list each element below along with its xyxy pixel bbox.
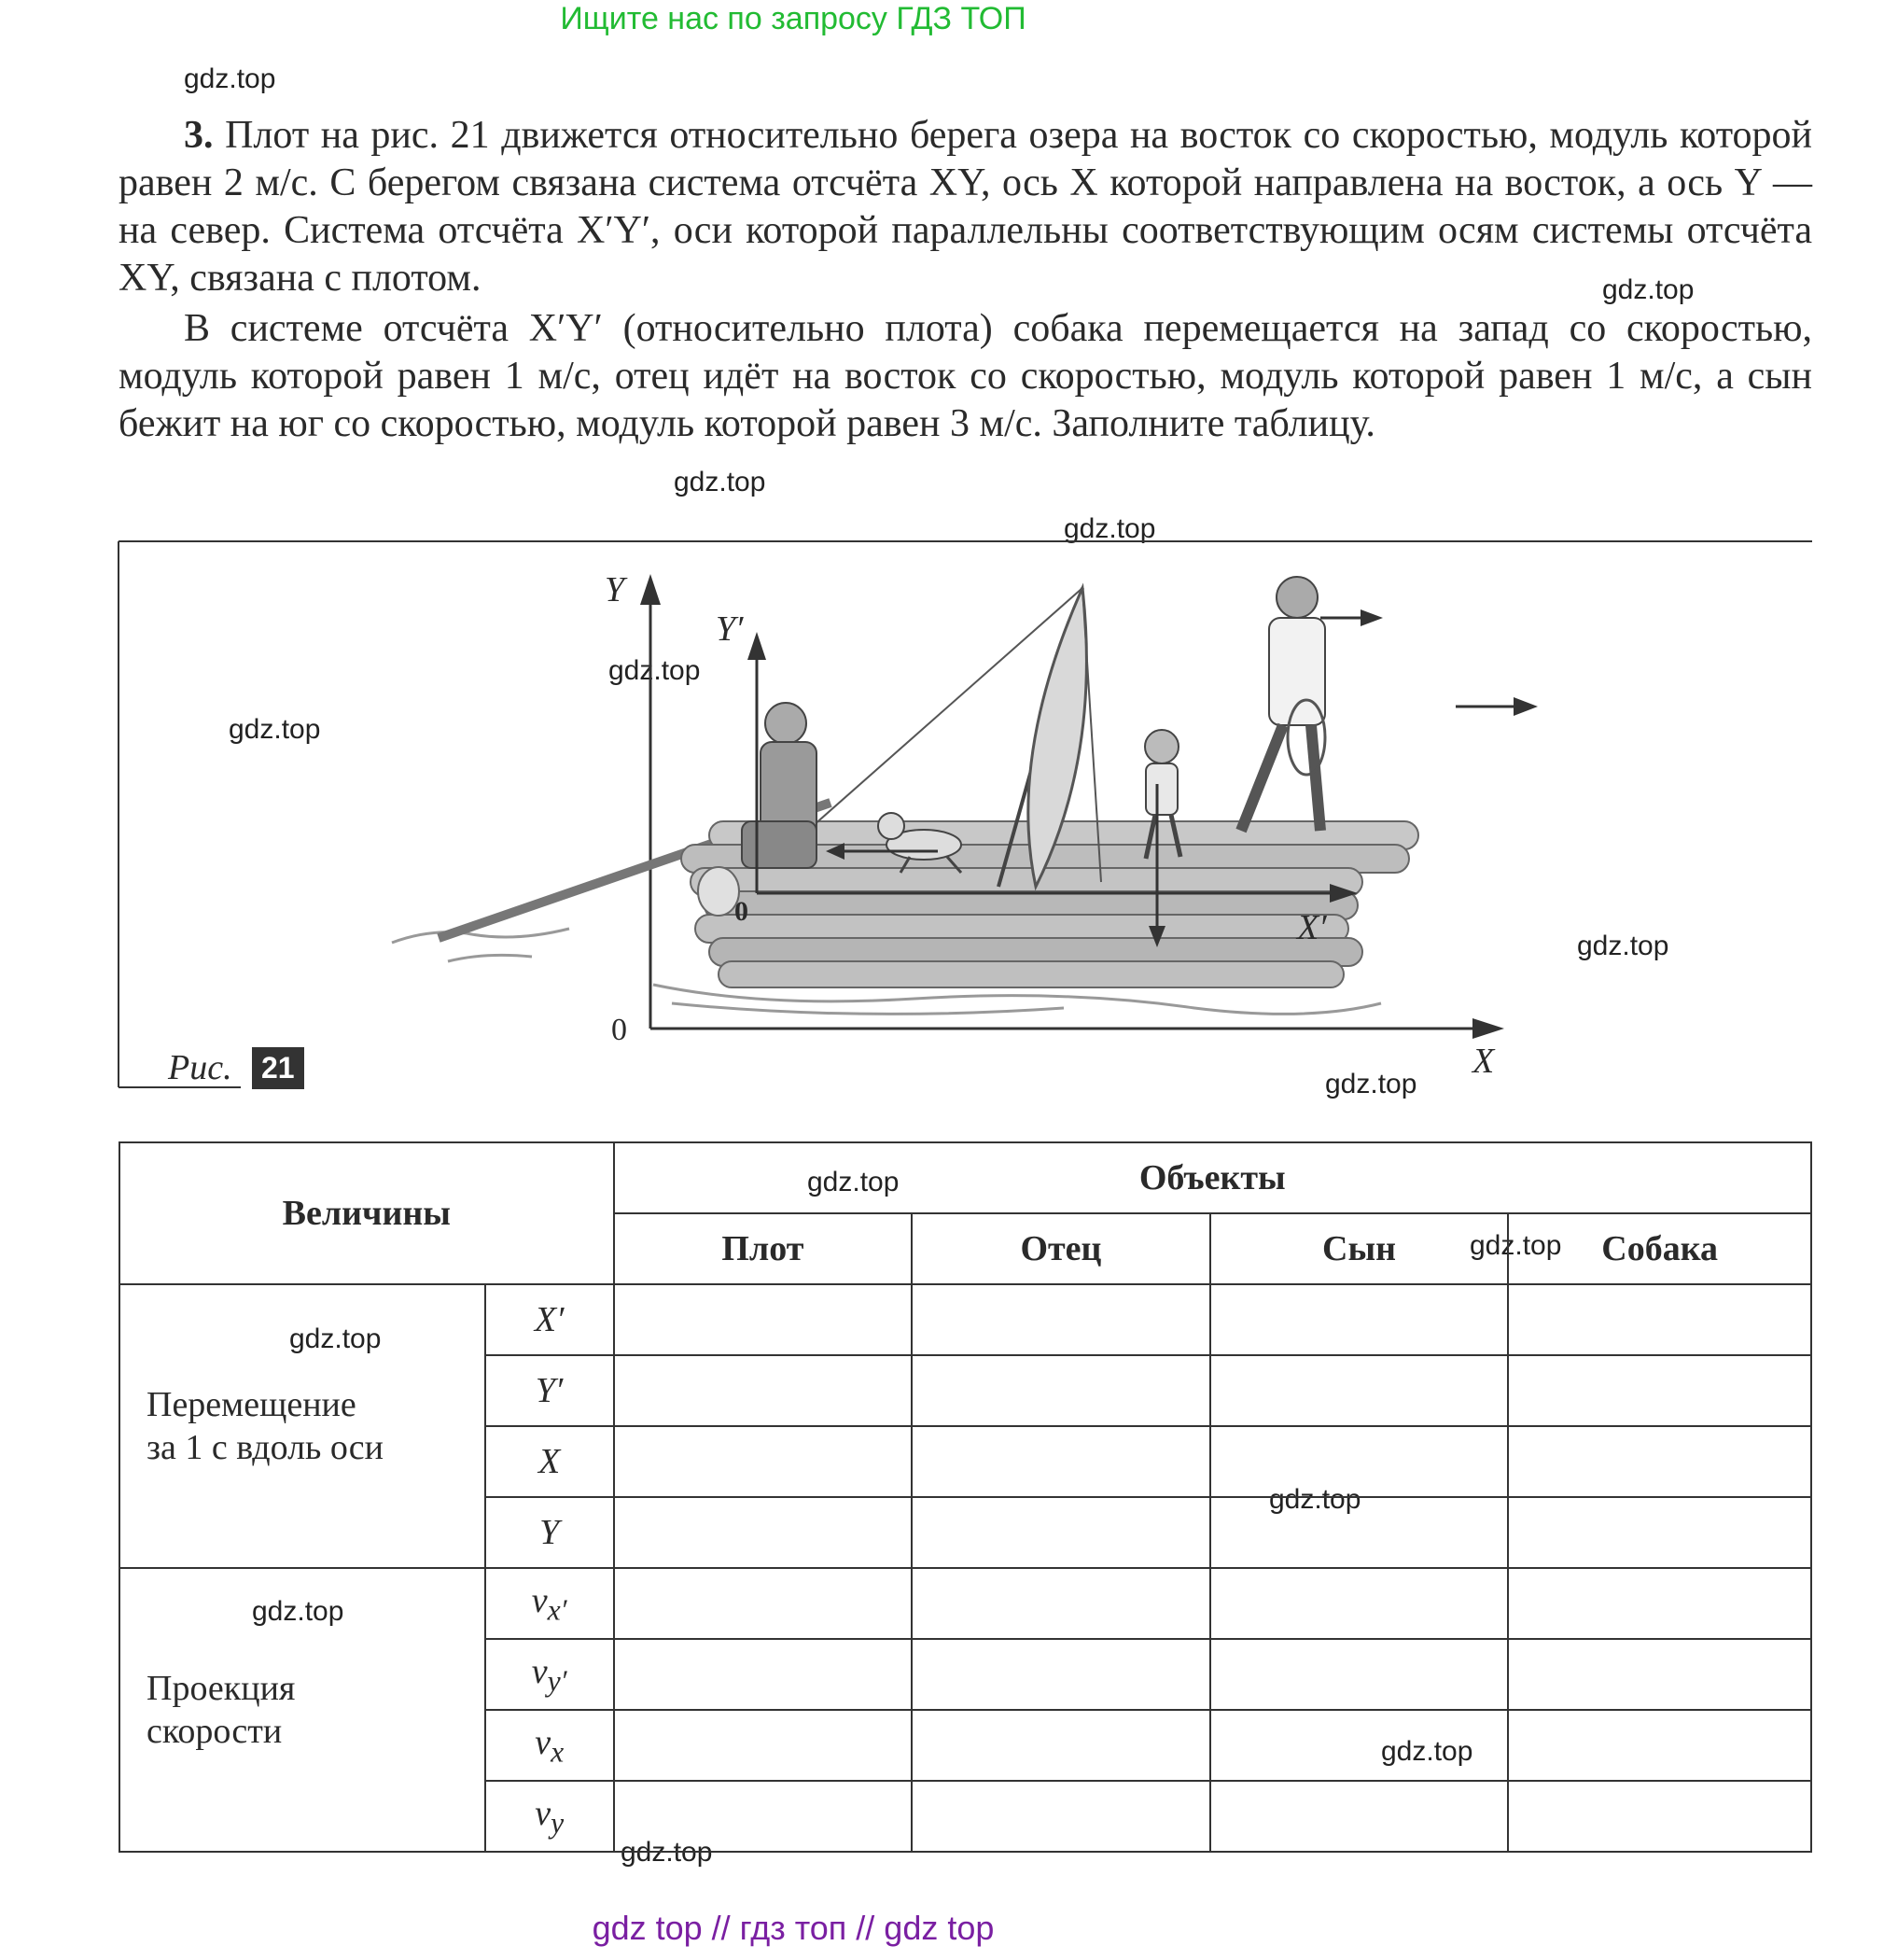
- axis-cell: X: [485, 1426, 614, 1497]
- answer-cell[interactable]: [912, 1497, 1210, 1568]
- axis-x-label: X: [1472, 1042, 1495, 1081]
- answer-cell[interactable]: [1210, 1568, 1509, 1639]
- answer-cell[interactable]: [1508, 1355, 1811, 1426]
- header-object-son: Сын: [1210, 1213, 1509, 1284]
- watermark: gdz.top: [674, 467, 766, 497]
- watermark: gdz.top: [1470, 1230, 1562, 1261]
- header-object-raft: Плот: [614, 1213, 913, 1284]
- answer-cell[interactable]: [614, 1284, 913, 1355]
- answer-cell[interactable]: [1508, 1781, 1811, 1852]
- header-object-dog: Собака: [1508, 1213, 1811, 1284]
- group-displacement-line1: Перемещение: [147, 1385, 356, 1424]
- header-object-father: Отец: [912, 1213, 1210, 1284]
- top-banner: Ищите нас по запросу ГДЗ ТОП: [560, 1, 1026, 36]
- group-velocity-label: [119, 1568, 485, 1852]
- footer-links: gdz top // гдз топ // gdz top: [592, 1909, 995, 1947]
- answer-cell[interactable]: [1210, 1710, 1509, 1781]
- problem-text-1: Плот на рис. 21 движется относительно берега озера на восток со скоростью, модуль которой равен 2 м/с. С берегом связана система отсчёта XY, ось X которой направлена на восток, а ось Y — на север. Система отсчёта X′Y′, оси которой параллельны соответствующим осям системы отсчёта XY, связана с плотом.: [119, 114, 1812, 300]
- answer-cell[interactable]: [1210, 1497, 1509, 1568]
- watermark: gdz.top: [1602, 274, 1695, 305]
- axis-x-prime-label: X′: [1297, 908, 1327, 947]
- problem-text-2: В системе отсчёта X′Y′ (относительно плота) собака перемещается на запад со скоростью, модуль которой равен 1 м/с, отец идёт на восток со скоростью, модуль которой равен 1 м/с, а сын бежит на юг со скоростью, модуль которой равен 3 м/с. Заполните таблицу.: [119, 307, 1812, 445]
- figure-number: 21: [252, 1047, 304, 1089]
- answer-cell[interactable]: [1508, 1568, 1811, 1639]
- watermark: gdz.top: [289, 1323, 382, 1354]
- problem-number: 3.: [184, 114, 214, 157]
- answer-cell[interactable]: [614, 1355, 913, 1426]
- answer-cell[interactable]: [912, 1710, 1210, 1781]
- watermark: gdz.top: [184, 63, 276, 94]
- answer-cell[interactable]: [1508, 1284, 1811, 1355]
- watermark: gdz.top: [1381, 1736, 1473, 1767]
- velocity-axis-cell: $v_x$: [485, 1710, 614, 1781]
- watermark: gdz.top: [229, 714, 321, 745]
- group-displacement-line2: за 1 с вдоль оси: [147, 1428, 384, 1467]
- father: [1241, 577, 1325, 831]
- answer-table: [119, 1141, 1812, 1853]
- axis-y-prime-label: Y′: [716, 609, 744, 649]
- answer-cell[interactable]: [912, 1284, 1210, 1355]
- axis-y-label: Y: [605, 570, 625, 609]
- watermark: gdz.top: [1577, 931, 1669, 961]
- velocity-axis-cell: $v_{y'}$: [485, 1639, 614, 1710]
- answer-cell[interactable]: [912, 1781, 1210, 1852]
- answer-cell[interactable]: [614, 1497, 913, 1568]
- group-velocity-line1: Проекция: [147, 1669, 296, 1708]
- answer-cell[interactable]: [1508, 1426, 1811, 1497]
- axis-cell: Y: [485, 1497, 614, 1568]
- answer-cell[interactable]: [1508, 1710, 1811, 1781]
- sitting-man: [742, 703, 816, 868]
- answer-cell[interactable]: [1210, 1639, 1509, 1710]
- watermark: gdz.top: [608, 655, 701, 686]
- group-displacement-label: [119, 1284, 485, 1568]
- axis-cell: Y′: [485, 1355, 614, 1426]
- axis-cell: X′: [485, 1284, 614, 1355]
- watermark: gdz.top: [1064, 513, 1156, 544]
- group-velocity-line2: скорости: [147, 1712, 283, 1751]
- answer-cell[interactable]: [1210, 1781, 1509, 1852]
- figure-caption: Рис.: [168, 1048, 232, 1087]
- header-objects: Объекты: [614, 1142, 1811, 1213]
- answer-cell[interactable]: [614, 1639, 913, 1710]
- answer-cell[interactable]: [1210, 1355, 1509, 1426]
- origin-prime-label: 0: [734, 896, 748, 927]
- velocity-axis-cell: $v_y$: [485, 1781, 614, 1852]
- watermark: gdz.top: [621, 1837, 713, 1868]
- answer-cell[interactable]: [1508, 1497, 1811, 1568]
- answer-cell[interactable]: [614, 1568, 913, 1639]
- answer-cell[interactable]: [1210, 1284, 1509, 1355]
- watermark: gdz.top: [807, 1167, 900, 1197]
- answer-cell[interactable]: [912, 1426, 1210, 1497]
- origin-label: 0: [611, 1013, 627, 1047]
- answer-cell[interactable]: [614, 1781, 913, 1852]
- velocity-axis-cell: $v_{x'}$: [485, 1568, 614, 1639]
- watermark: gdz.top: [1269, 1484, 1361, 1515]
- answer-cell[interactable]: [1508, 1639, 1811, 1710]
- answer-cell[interactable]: [912, 1639, 1210, 1710]
- watermark: gdz.top: [1325, 1069, 1417, 1099]
- answer-cell[interactable]: [1210, 1426, 1509, 1497]
- answer-cell[interactable]: [912, 1568, 1210, 1639]
- header-quantities: Величины: [119, 1142, 614, 1284]
- answer-cell[interactable]: [912, 1355, 1210, 1426]
- answer-cell[interactable]: [614, 1710, 913, 1781]
- watermark: gdz.top: [252, 1596, 344, 1627]
- answer-cell[interactable]: [614, 1426, 913, 1497]
